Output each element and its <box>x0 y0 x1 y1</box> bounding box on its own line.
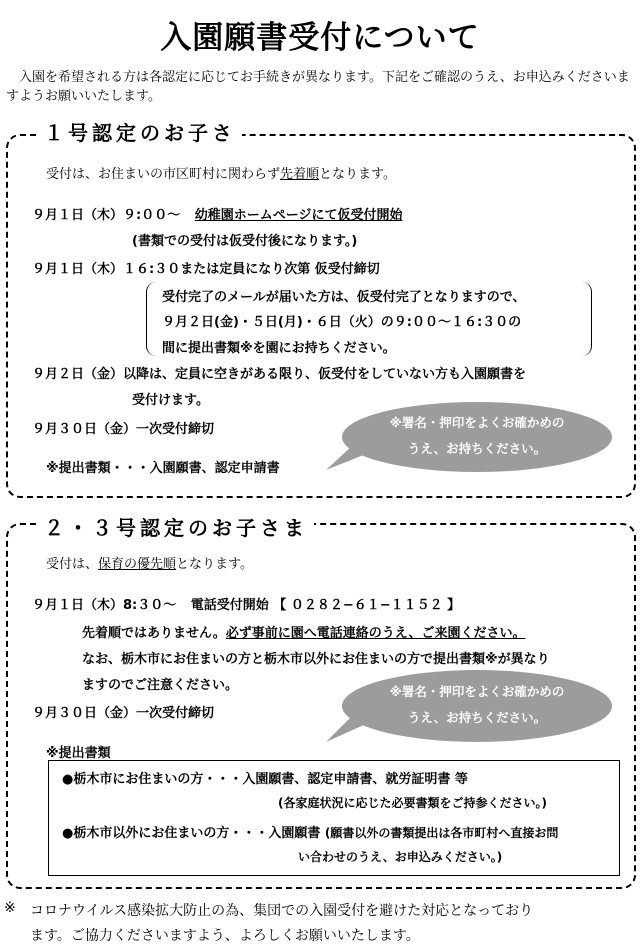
page-title: 入園願書受付について <box>160 20 480 56</box>
section-2-line1 <box>32 594 460 613</box>
bubble-line-2: うえ、お持ちください。 <box>407 441 547 456</box>
intro-text: 入園を希望される方は各認定に応じてお手続きが異なります。下記をご確認のうえ、お申込みくださいますようお願いいたします。 <box>6 70 630 104</box>
bracket-line-3: 間に提出書類※を園にお持ちください。 <box>162 341 396 356</box>
bubble-line-1: ※署名・押印をよくお確かめの <box>389 415 565 430</box>
notice-underlined: 必ず事前に園へ電話連絡のうえ、ご来園ください。 <box>225 626 526 641</box>
bracket-line-2: ９月２日(金)・５日(月)・６日（火）の９:００〜１６:３０の <box>162 315 522 330</box>
docs-row-1: ●栃木市にお住まいの方・・・入園願書、認定申請書、就労証明書 等 <box>62 772 468 787</box>
footer-mark: ※ <box>4 900 16 916</box>
reception-text: 受付は、 <box>46 557 99 572</box>
section-2-line4: ますのでご注意ください。 <box>82 678 239 693</box>
bubble-tail-icon <box>326 446 366 472</box>
bubble-line-1: ※署名・押印をよくお確かめの <box>389 684 565 699</box>
phone-text: 電話受付開始 【 ０２８２−６１−１１５２ 】 <box>190 598 461 613</box>
docs-row-2 <box>62 822 558 841</box>
section-2-reception <box>46 553 253 572</box>
notice-text: 先着順ではありません。 <box>82 626 226 641</box>
section-2-line3: なお、栃木市にお住まいの方と栃木市以外にお住まいの方で提出書類※が異なり <box>82 652 550 667</box>
reception-underlined: 保育の優先順 <box>98 557 177 572</box>
section-1-line3b: 受付けます。 <box>132 393 209 408</box>
reception-text: 受付は、お住まいの市区町村に関わらず <box>46 167 281 182</box>
section-1-speech-bubble <box>342 402 612 472</box>
section-1-line3a: ９月２日（金）以降は、定員に空きがある限り、仮受付をしていない方も入園願書を <box>32 367 527 382</box>
section-1-reception <box>46 163 396 182</box>
event-text: 幼稚園ホームページにて仮受付開始 <box>194 208 403 223</box>
section-1-docs: ※提出書類・・・入園願書、認定申請書 <box>46 461 280 476</box>
docs-row-2-text: ●栃木市以外にお住まいの方・・・入園願書 <box>62 826 321 841</box>
docs-row-2-note: (願書以外の書類提出は各市町村へ直接お問 <box>324 826 559 840</box>
section-2-speech-bubble <box>342 670 612 742</box>
section-1-line2: ９月１日（木）１６:３０または定員になり次第 仮受付締切 <box>32 262 380 277</box>
section-1-line1 <box>32 204 402 223</box>
date-text: ９月１日（木）8:３０〜 <box>32 598 177 613</box>
bubble-tail-icon <box>326 716 366 744</box>
reception-underlined: 先着順 <box>280 167 320 182</box>
reception-text-end: となります。 <box>319 167 396 182</box>
bubble-line-2: うえ、お持ちください。 <box>407 710 547 725</box>
date-text: ９月１日（木）９:００〜 <box>32 208 181 223</box>
bracket-line-1: 受付完了のメールが届いた方は、仮受付完了となりますので、 <box>162 290 526 305</box>
reception-text-end: となります。 <box>176 557 253 572</box>
docs-row-1-note: (各家庭状況に応じた必要書類をご持参ください。) <box>278 796 547 810</box>
section-1-heading: １号認定のお子さ <box>38 117 242 146</box>
docs-row-2-note-cont: い合わせのうえ、お申込みください。) <box>298 850 503 864</box>
section-1-line1-note: (書類での受付は仮受付後になります。) <box>132 234 358 249</box>
section-2-line5: ９月３０日（金）一次受付締切 <box>32 706 215 721</box>
section-2-heading: ２・３号認定のお子さま <box>38 512 314 541</box>
footer-line-1: コロナウイルス感染拡大防止の為、集団での入園受付を避けた対応となっており <box>30 903 534 919</box>
section-2-line2 <box>82 622 526 641</box>
footer-line-2: ます。ご協力くださいますよう、よろしくお願いいたします。 <box>30 928 420 944</box>
section-2-docs-label: ※提出書類 <box>46 746 111 761</box>
section-1-line4: ９月３０日（金）一次受付締切 <box>32 422 215 437</box>
